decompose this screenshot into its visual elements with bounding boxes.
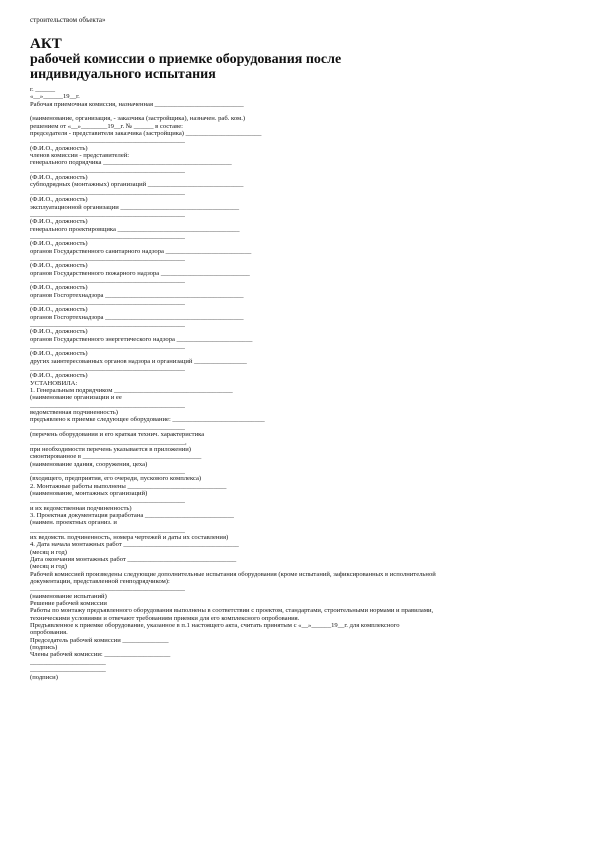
body-line: (наименование испытаний) [30, 592, 107, 600]
body-line: _______________________________________________, [30, 438, 187, 446]
body-line: документации, представленной генподрядчиком): [30, 578, 170, 586]
body-line: решением от «__»________19__г. № ______ в составе: [30, 122, 183, 130]
body-line: _______________________________________________ [30, 276, 185, 284]
body-line: (перечень оборудования и его краткая технич. характеристика [30, 431, 205, 439]
body-line: _______________________________________________ [30, 254, 185, 262]
body-line: при необходимости перечень указывается в приложении) [30, 445, 191, 453]
body-line: _______________________________________________ [30, 497, 185, 505]
body-line: (наимен. проектных организ. и [30, 519, 117, 527]
body-line: техническими условиями и отвечают требованиям приемки для его комплексного опробования. [30, 614, 300, 622]
body-line: Работы по монтажу предъявленного оборудования выполнены в соответствии с проектом, стандартами, строительными нормами и правилами, [30, 607, 434, 615]
act-title: АКТ [30, 36, 62, 52]
body-line: председателя - представителя заказчика (застройщика) _______________________ [30, 130, 262, 138]
body-line: УСТАНОВИЛА: [30, 379, 78, 387]
body-line: «__»______19__г. [30, 93, 80, 101]
body-line: (Ф.И.О., должность) [30, 196, 88, 204]
body-line: 1. Генеральным подрядчиком ____________________________________ [30, 387, 233, 395]
body-line: и их ведомственная подчиненность) [30, 504, 132, 512]
body-line: ведомственная подчиненность) [30, 409, 118, 417]
body-line: (Ф.И.О., должность) [30, 262, 88, 270]
body-line: г. ______ [30, 86, 56, 93]
body-line: предъявлено к приемке следующее оборудование: ____________________________ [30, 416, 265, 424]
body-line: Рабочая приемочная комиссия, назначенная ___________________________ [30, 100, 244, 108]
body-line: _______________________________________________ [30, 321, 185, 328]
body-line: других заинтересованных органов надзора и организаций ________________ [30, 357, 247, 365]
body-line: 3. Проектная документация разработана ___________________________ [30, 511, 234, 519]
body-line: опробования. [30, 629, 68, 637]
body-line: (наименование здания, сооружения, цеха) [30, 460, 148, 468]
body-line: органов Госгортехнадзора __________________________________________ [30, 291, 244, 299]
body-line: генерального проектировщика _____________________________________ [30, 225, 240, 233]
body-line: _______________________________________________ [30, 232, 185, 240]
body-line: (подписи) [30, 673, 58, 681]
body-line: _______________________________________________ [30, 401, 185, 409]
body-line: органов Государственного санитарного надзора __________________________ [30, 247, 252, 255]
body-line: Решение рабочей комиссии [30, 600, 107, 608]
body-line: органов Госгортехнадзора __________________________________________ [30, 313, 244, 321]
body-line: _______________________________________________ [30, 166, 185, 174]
body-line: (Ф.И.О., должность) [30, 328, 88, 336]
body-line: (месяц и год) [30, 548, 67, 556]
body-line: членов комиссии - представителей: [30, 152, 130, 160]
body-line: (наименование, монтажных организаций) [30, 489, 148, 497]
body-line: (Ф.И.О., должность) [30, 350, 88, 358]
body-line: (Ф.И.О., должность) [30, 240, 88, 248]
body-line: _______________________________________________ [30, 210, 185, 218]
body-line: (наименование, организация, - заказчика (застройщика), назначен. раб. ком.) [30, 115, 246, 123]
body-line: _______________________________________________ [30, 585, 185, 593]
body-line: _______________________________________________ [30, 188, 185, 196]
body-line: _______________________ [30, 666, 106, 674]
body-line: _______________________________________________ [30, 423, 185, 431]
body-line: _______________________________________________ [30, 467, 185, 475]
body-line: _______________________________________________ [30, 137, 185, 145]
body-line: (Ф.И.О., должность) [30, 372, 88, 380]
body-line: субподрядных (монтажных) организаций _____________________________ [30, 181, 244, 189]
act-subtitle-line-1: рабочей комиссии о приемке оборудования после [30, 52, 342, 67]
body-line: _______________________ [30, 658, 106, 666]
body-line: их ведомств. подчиненность, номера чертежей и даты их составления) [30, 533, 229, 541]
body-line: _______________________________________________ [30, 365, 185, 373]
body-line: Рабочей комиссией произведены следующие дополнительные испытания оборудования (кроме испытаний, зафиксированных в исполнительной [30, 570, 436, 578]
body-line: (Ф.И.О., должность) [30, 284, 88, 292]
body-line: Дата окончания монтажных работ _________________________________ [30, 556, 237, 563]
body-line: (Ф.И.О., должность) [30, 218, 88, 226]
body-line: _______________________________________________ [30, 343, 185, 351]
act-subtitle-line-2: индивидуального испытания [30, 67, 216, 82]
body-line: (Ф.И.О., должность) [30, 306, 88, 314]
act-body [30, 86, 565, 681]
header-continuation-line: строительством объекта» [30, 16, 106, 24]
body-line [30, 108, 565, 115]
body-line: Предъявленное к приемке оборудование, указанное в п.1 настоящего акта, считать принятым с «__»______19__г. для комплексного [30, 622, 400, 630]
body-line: 2. Монтажные работы выполнены ______________________________ [30, 482, 227, 490]
body-line: (входящего, предприятия, его очереди, пускового комплекса) [30, 475, 202, 483]
body-line: (Ф.И.О., должность) [30, 144, 88, 152]
body-line: Члены рабочей комиссии: ____________________ [30, 651, 171, 659]
body-line: органов Государственного пожарного надзора ___________________________ [30, 269, 250, 277]
body-line: эксплуатационной организации ____________________________________ [30, 203, 240, 211]
body-line: органов Государственного энергетического надзора _______________________ [30, 335, 253, 343]
body-line: (Ф.И.О., должность) [30, 174, 88, 182]
body-line: _______________________________________________ [30, 298, 185, 306]
body-line: (наименование организации и ее [30, 394, 122, 402]
body-line: (месяц и год) [30, 563, 67, 571]
body-line: (подпись) [30, 644, 58, 652]
body-line: смонтированное в ____________________________________ [30, 453, 202, 461]
body-line: Председатель рабочей комиссии ______________ [30, 636, 169, 644]
body-line: генерального подрядчика _______________________________________ [30, 159, 232, 167]
body-line: _______________________________________________ [30, 526, 185, 534]
body-line: 4. Дата начала монтажных работ ___________________________________ [30, 541, 239, 549]
